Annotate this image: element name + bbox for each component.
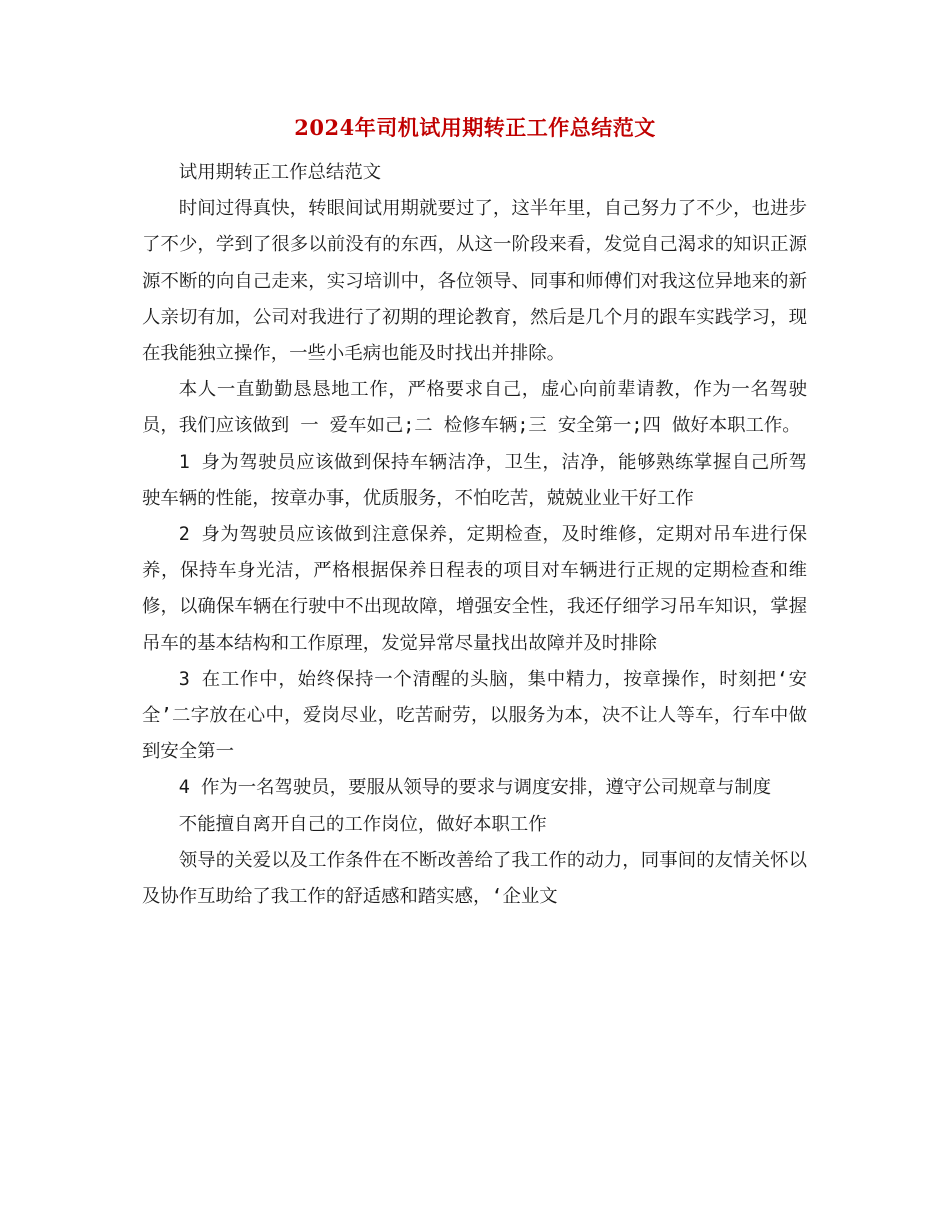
paragraph-intro: 时间过得真快，转眼间试用期就要过了，这半年里，自己努力了不少，也进步了不少，学到了很多以前没有的东西，从这一阶段来看，发觉自己渴求的知识正源源不断的向自己走来，实习培训中，各位领导、同事和师傅们对我这位异地来的新人亲切有加，公司对我进行了初期的理论教育，然后是几个月的跟车实践学习，现在我能独立操作，一些小毛病也能及时找出并排除。 [142, 198, 807, 365]
document-title: 2024年司机试用期转正工作总结范文 [294, 115, 656, 140]
paragraph-post: 不能擅自离开自己的工作岗位，做好本职工作 [178, 813, 547, 835]
paragraph-item-4: 4 作为一名驾驶员，要服从领导的要求与调度安排，遵守公司规章与制度 [178, 777, 772, 799]
paragraph-duties-overview: 本人一直勤勤恳恳地工作，严格要求自己，虚心向前辈请教，作为一名驾驶员，我们应该做到 一 爱车如己;二 检修车辆;三 安全第一;四 做好本职工作。 [142, 379, 807, 437]
paragraph-item-1: 1 身为驾驶员应该做到保持车辆洁净，卫生，洁净，能够熟练掌握自己所驾驶车辆的性能，按章办事，优质服务，不怕吃苦，兢兢业业干好工作 [142, 451, 807, 509]
paragraph-item-2: 2 身为驾驶员应该做到注意保养，定期检查，及时维修，定期对吊车进行保养，保持车身光洁，严格根据保养日程表的项目对车辆进行正规的定期检查和维修，以确保车辆在行驶中不出现故障，增强安全性，我还仔细学习吊车知识，掌握吊车的基本结构和工作原理，发觉异常尽量找出故障并及时排除 [142, 524, 807, 654]
document-body [142, 155, 807, 915]
paragraph-item-3: 3 在工作中，始终保持一个清醒的头脑，集中精力，按章操作，时刻把‘安全’二字放在心中，爱岗尽业，吃苦耐劳，以服务为本，决不让人等车，行车中做到安全第一 [142, 668, 807, 763]
paragraph-subtitle: 试用期转正工作总结范文 [178, 162, 382, 183]
paragraph-closing: 领导的关爱以及工作条件在不断改善给了我工作的动力，同事间的友情关怀以及协作互助给了我工作的舒适感和踏实感，‘企业文 [142, 849, 807, 908]
